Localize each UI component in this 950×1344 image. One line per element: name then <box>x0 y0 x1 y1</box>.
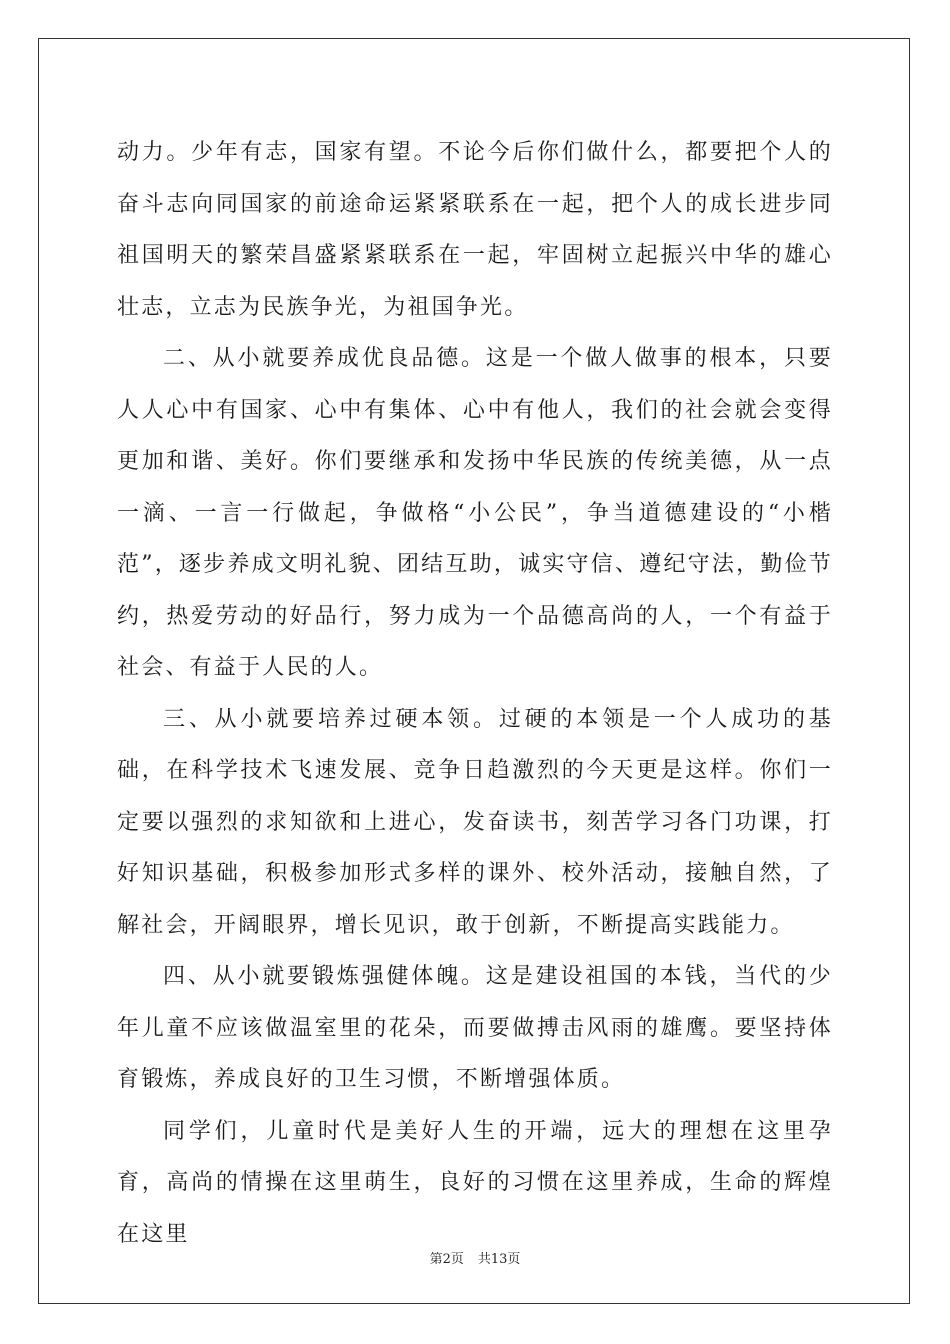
paragraph-physical-fitness: 四、从小就要锻炼强健体魄。这是建设祖国的本钱，当代的少年儿童不应该做温室里的花朵，而要做搏击风雨的雄鹰。要坚持体育锻炼，养成良好的卫生习惯，不断增强体质。 <box>117 964 833 1092</box>
paragraph-closing: 同学们，儿童时代是美好人生的开端，远大的理想在这里孕育，高尚的情操在这里萌生，良好的习惯在这里养成，生命的辉煌在这里 <box>117 1118 833 1247</box>
paragraph-continuation: 动力。少年有志，国家有望。不论今后你们做什么，都要把个人的奋斗志向同国家的前途命运紧紧联系在一起，把个人的成长进步同祖国明天的繁荣昌盛紧紧联系在一起，牢固树立起振兴中华的雄心壮志，立志为民族争光，为祖国争光。 <box>117 140 833 320</box>
paragraph-moral-character: 二、从小就要养成优良品德。这是一个做人做事的根本，只要人人心中有国家、心中有集体、心中有他人，我们的社会就会变得更加和谐、美好。你们要继承和发扬中华民族的传统美德，从一点一滴、一言一行做起，争做格“小公民”，争当道德建设的“小楷范”，逐步养成文明礼貌、团结互助，诚实守信、遵纪守法，勤俭节约，热爱劳动的好品行，努力成为一个品德高尚的人，一个有益于社会、有益于人民的人。 <box>117 346 833 680</box>
page-footer <box>0 1248 950 1267</box>
document-body <box>117 127 833 1260</box>
page-total: 共13页 <box>477 1252 521 1267</box>
page-number: 第2页 <box>429 1252 464 1267</box>
paragraph-skills: 三、从小就要培养过硬本领。过硬的本领是一个人成功的基础，在科学技术飞速发展、竞争日趋激烈的今天更是这样。你们一定要以强烈的求知欲和上进心，发奋读书，刻苦学习各门功课，打好知识基础，积极参加形式多样的课外、校外活动，接触自然，了解社会，开阔眼界，增长见识，敢于创新，不断提高实践能力。 <box>117 706 833 938</box>
